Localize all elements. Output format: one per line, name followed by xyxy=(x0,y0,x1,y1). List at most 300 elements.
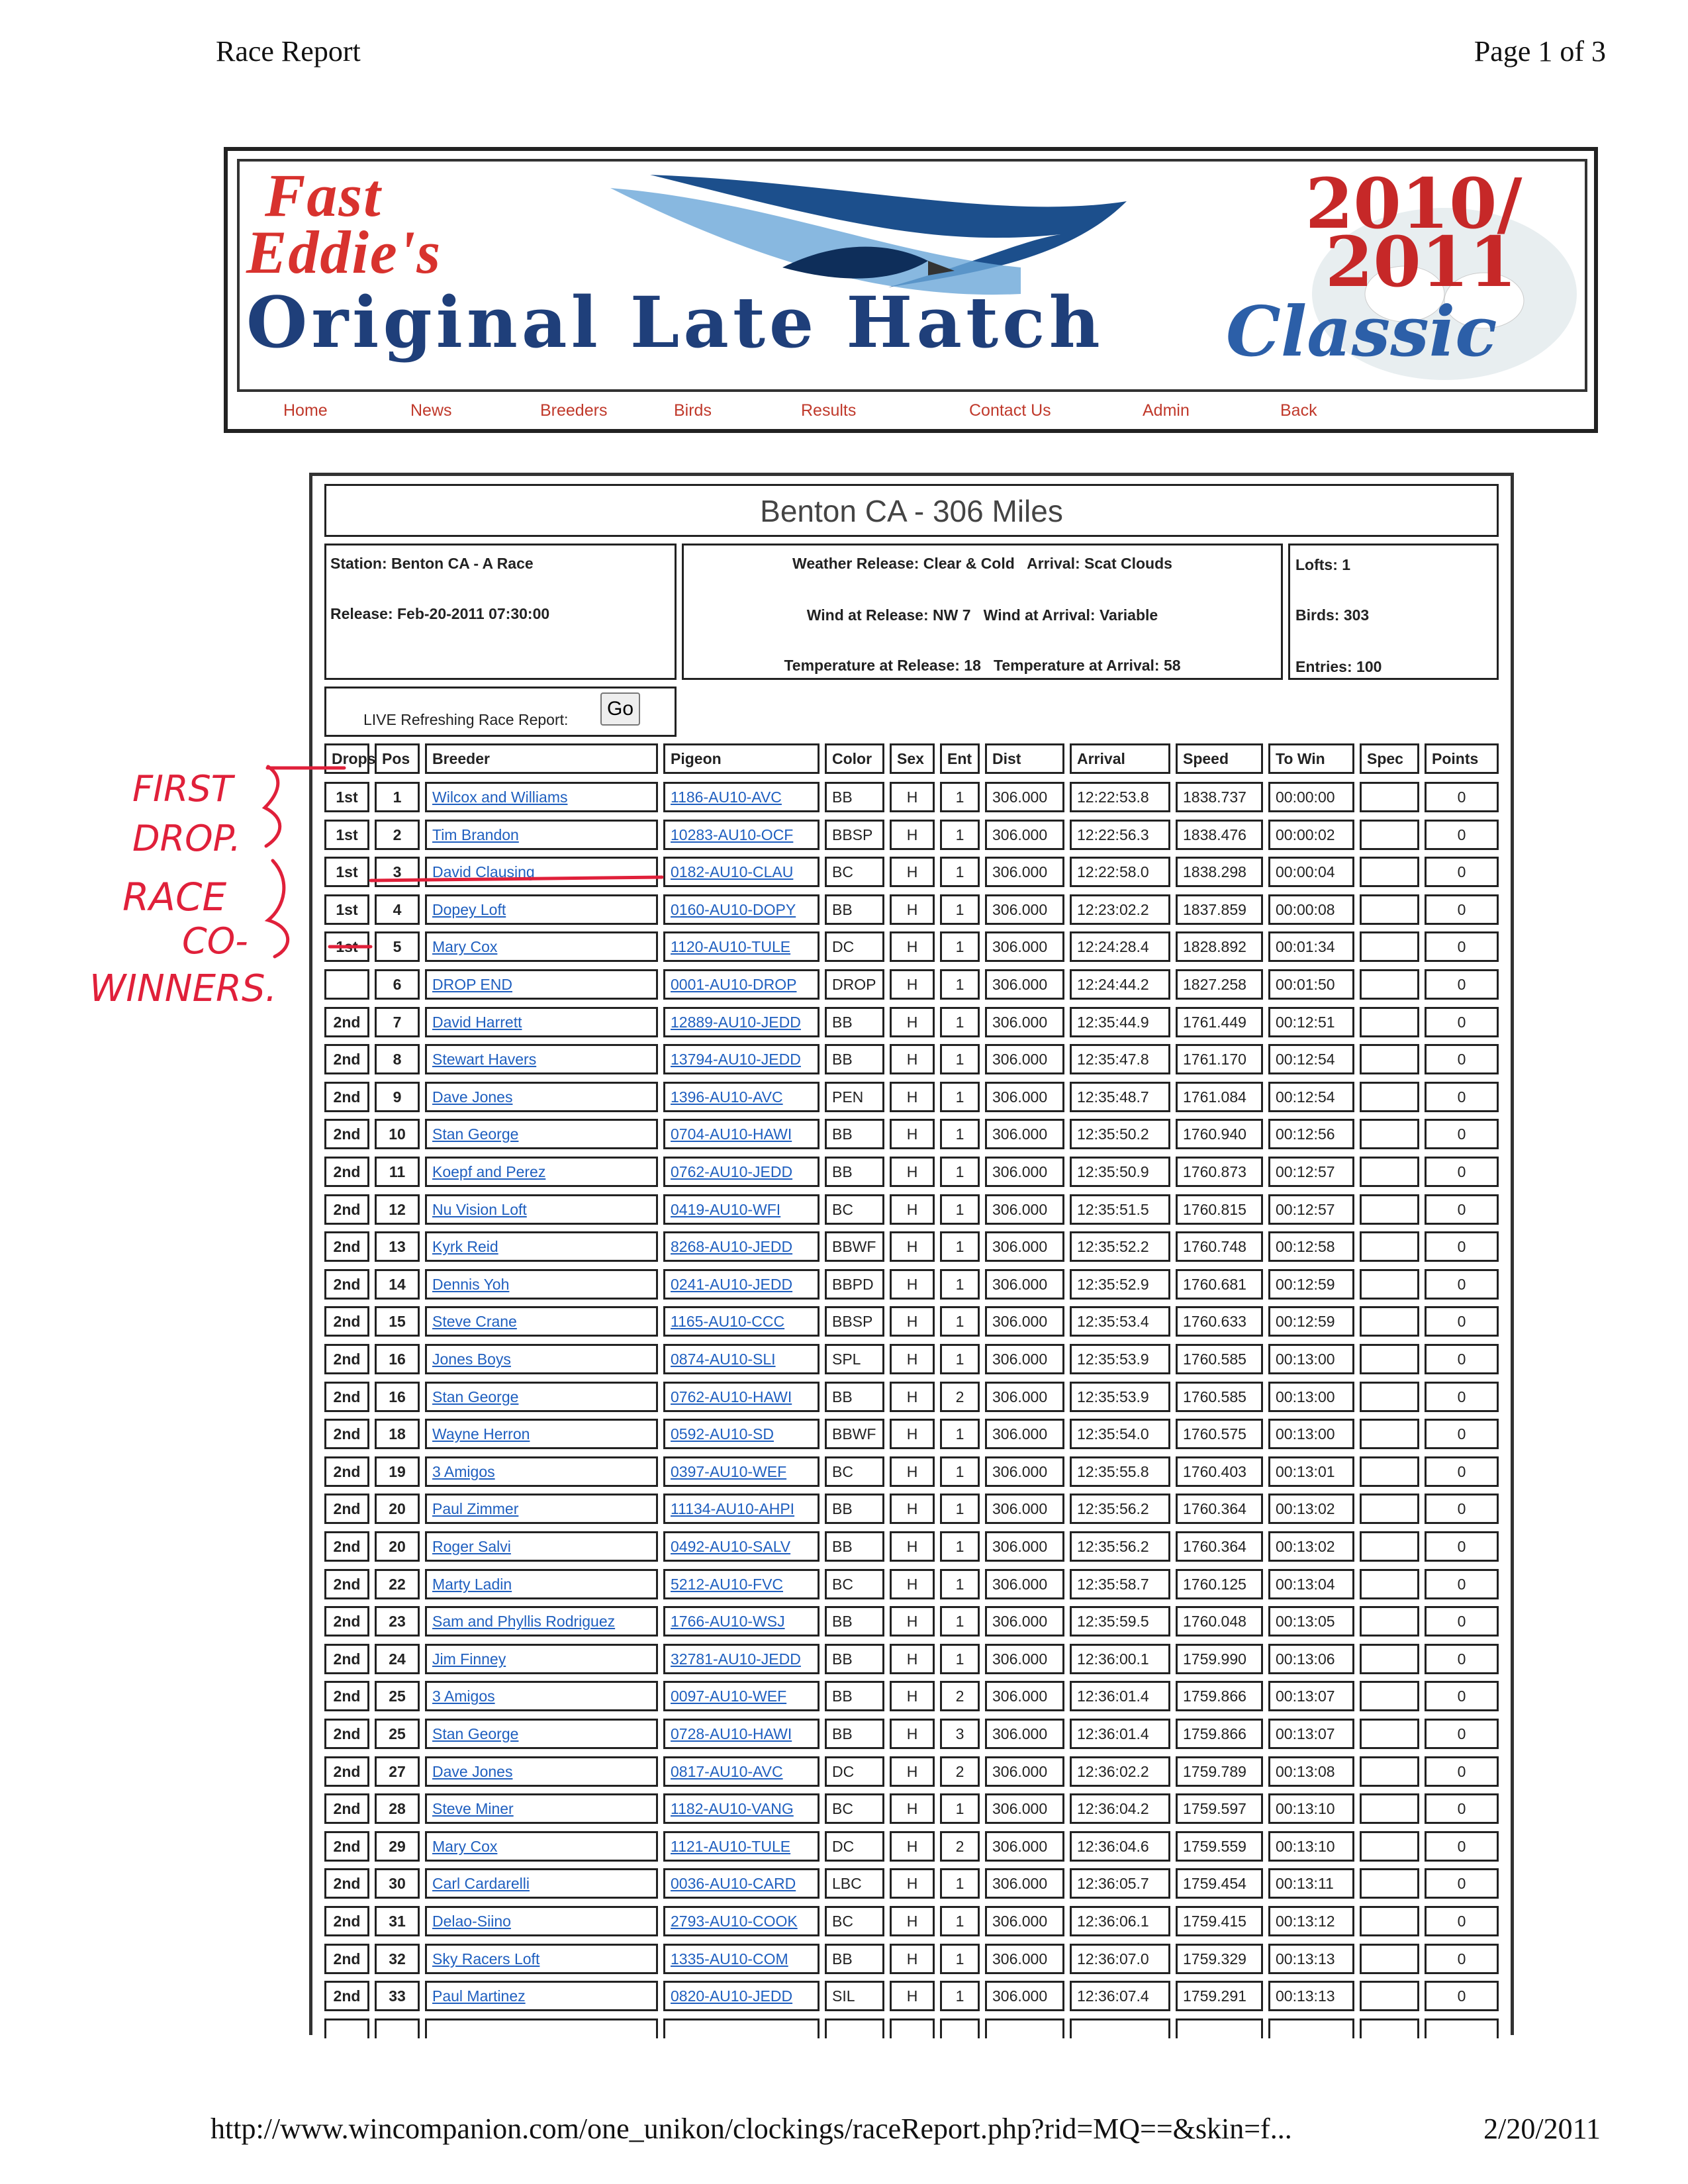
cell-dist: 306.000 xyxy=(985,1419,1064,1449)
cell-to-win: 00:12:54 xyxy=(1268,1082,1354,1112)
cell-breeder[interactable]: Roger Salvi xyxy=(425,1531,658,1562)
header-dist: Dist xyxy=(985,743,1064,774)
cell-dist: 306.000 xyxy=(985,1569,1064,1599)
cell-arrival: 12:35:50.2 xyxy=(1070,1119,1170,1149)
cell-pigeon[interactable]: 11134-AU10-AHPI xyxy=(663,1494,820,1524)
cell-pigeon[interactable]: 0820-AU10-JEDD xyxy=(663,1981,820,2011)
cell-pigeon[interactable]: 10283-AU10-OCF xyxy=(663,820,820,850)
cell-sex: H xyxy=(890,1456,935,1487)
cell-sex: H xyxy=(890,1494,935,1524)
cell-ent: 1 xyxy=(940,1644,980,1674)
race-report xyxy=(309,473,1514,2035)
cell-ent: 2 xyxy=(940,1756,980,1787)
cell-sex: H xyxy=(890,1007,935,1037)
cell-drops: 1st xyxy=(324,782,369,812)
cell-breeder[interactable]: Mary Cox xyxy=(425,931,658,962)
cell-points: 0 xyxy=(1425,1681,1499,1711)
cell-spec xyxy=(1360,1868,1419,1899)
cell-pigeon[interactable]: 1396-AU10-AVC xyxy=(663,1082,820,1112)
cell-breeder[interactable]: Mary Cox xyxy=(425,1831,658,1862)
cell-drops: 2nd xyxy=(324,1756,369,1787)
nav-news[interactable]: News xyxy=(410,401,452,420)
cell-spec xyxy=(1360,1569,1419,1599)
cell-breeder[interactable]: Sam and Phyllis Rodriguez xyxy=(425,1606,658,1637)
cell-breeder[interactable]: Sky Racers Loft xyxy=(425,1944,658,1974)
cell-points: 0 xyxy=(1425,782,1499,812)
cell-breeder[interactable]: Carl Cardarelli xyxy=(425,1868,658,1899)
cell-pigeon[interactable]: 0762-AU10-HAWI xyxy=(663,1382,820,1412)
cell-arrival: 12:22:53.8 xyxy=(1070,782,1170,812)
cell-sex: H xyxy=(890,1157,935,1187)
cell-arrival: 12:35:50.9 xyxy=(1070,1157,1170,1187)
header-drops: Drops xyxy=(324,743,369,774)
cell-breeder[interactable]: Stan George xyxy=(425,1119,658,1149)
cell-dist: 306.000 xyxy=(985,857,1064,887)
cell-pigeon[interactable]: 0160-AU10-DOPY xyxy=(663,894,820,925)
cell-points: 0 xyxy=(1425,1831,1499,1862)
cell-sex: H xyxy=(890,782,935,812)
cell-color: SIL xyxy=(825,1981,884,2011)
cell-to-win: 00:12:54 xyxy=(1268,1044,1354,1074)
cell-pos: 25 xyxy=(375,1681,420,1711)
cell-sex: H xyxy=(890,1644,935,1674)
cell-pos: 4 xyxy=(375,894,420,925)
cell-drops: 2nd xyxy=(324,1194,369,1225)
cell-drops: 2nd xyxy=(324,1231,369,1262)
cell-dist: 306.000 xyxy=(985,820,1064,850)
cell-drops: 2nd xyxy=(324,1344,369,1374)
cell-points: 0 xyxy=(1425,969,1499,1000)
table-row-partial xyxy=(1425,2018,1499,2038)
cell-points: 0 xyxy=(1425,1569,1499,1599)
header-to-win: To Win xyxy=(1268,743,1354,774)
cell-speed: 1761.170 xyxy=(1176,1044,1263,1074)
brand-classic: Classic xyxy=(1226,291,1497,372)
cell-drops: 1st xyxy=(324,931,369,962)
cell-sex: H xyxy=(890,857,935,887)
cell-drops: 2nd xyxy=(324,1157,369,1187)
cell-sex: H xyxy=(890,820,935,850)
station-label: Station: Benton CA - A Race xyxy=(330,555,534,572)
cell-spec xyxy=(1360,1419,1419,1449)
cell-to-win: 00:13:10 xyxy=(1268,1793,1354,1824)
cell-color: BBWF xyxy=(825,1419,884,1449)
cell-pigeon[interactable]: 8268-AU10-JEDD xyxy=(663,1231,820,1262)
cell-sex: H xyxy=(890,1082,935,1112)
cell-drops: 2nd xyxy=(324,1681,369,1711)
cell-arrival: 12:36:01.4 xyxy=(1070,1681,1170,1711)
cell-breeder[interactable]: Stan George xyxy=(425,1382,658,1412)
cell-breeder[interactable]: DROP END xyxy=(425,969,658,1000)
cell-pos: 5 xyxy=(375,931,420,962)
cell-color: BB xyxy=(825,1531,884,1562)
cell-pigeon[interactable]: 0097-AU10-WEF xyxy=(663,1681,820,1711)
cell-dist: 306.000 xyxy=(985,1831,1064,1862)
cell-ent: 1 xyxy=(940,1494,980,1524)
header-points: Points xyxy=(1425,743,1499,774)
cell-arrival: 12:35:48.7 xyxy=(1070,1082,1170,1112)
header-arrival: Arrival xyxy=(1070,743,1170,774)
cell-arrival: 12:35:53.9 xyxy=(1070,1344,1170,1374)
cell-dist: 306.000 xyxy=(985,1044,1064,1074)
cell-breeder[interactable]: Wayne Herron xyxy=(425,1419,658,1449)
cell-color: BBSP xyxy=(825,1306,884,1337)
cell-speed: 1760.681 xyxy=(1176,1269,1263,1300)
cell-arrival: 12:36:07.0 xyxy=(1070,1944,1170,1974)
cell-arrival: 12:35:51.5 xyxy=(1070,1194,1170,1225)
cell-drops: 2nd xyxy=(324,1569,369,1599)
cell-color: DC xyxy=(825,1756,884,1787)
cell-breeder[interactable]: Jim Finney xyxy=(425,1644,658,1674)
header-pigeon: Pigeon xyxy=(663,743,820,774)
cell-pigeon[interactable]: 0704-AU10-HAWI xyxy=(663,1119,820,1149)
cell-pigeon[interactable]: 0036-AU10-CARD xyxy=(663,1868,820,1899)
cell-color: BC xyxy=(825,857,884,887)
cell-pigeon[interactable]: 32781-AU10-JEDD xyxy=(663,1644,820,1674)
cell-ent: 1 xyxy=(940,1606,980,1637)
cell-speed: 1760.585 xyxy=(1176,1382,1263,1412)
cell-pigeon[interactable]: 1120-AU10-TULE xyxy=(663,931,820,962)
cell-to-win: 00:13:08 xyxy=(1268,1756,1354,1787)
cell-arrival: 12:36:05.7 xyxy=(1070,1868,1170,1899)
cell-pigeon[interactable]: 1766-AU10-WSJ xyxy=(663,1606,820,1637)
cell-speed: 1759.329 xyxy=(1176,1944,1263,1974)
cell-spec xyxy=(1360,782,1419,812)
cell-to-win: 00:13:07 xyxy=(1268,1719,1354,1749)
weather-label: Weather Release: Clear & Cold Arrival: Scat Clouds xyxy=(792,555,1172,572)
cell-pigeon[interactable]: 0001-AU10-DROP xyxy=(663,969,820,1000)
cell-dist: 306.000 xyxy=(985,1719,1064,1749)
cell-pigeon[interactable]: 0397-AU10-WEF xyxy=(663,1456,820,1487)
cell-color: BC xyxy=(825,1793,884,1824)
cell-breeder[interactable]: Tim Brandon xyxy=(425,820,658,850)
cell-to-win: 00:12:59 xyxy=(1268,1269,1354,1300)
cell-dist: 306.000 xyxy=(985,1906,1064,1936)
cell-breeder[interactable]: Steve Crane xyxy=(425,1306,658,1337)
cell-pigeon[interactable]: 1186-AU10-AVC xyxy=(663,782,820,812)
cell-arrival: 12:35:56.2 xyxy=(1070,1494,1170,1524)
nav-contact-us[interactable]: Contact Us xyxy=(969,401,1051,420)
annotation-line-2: DROP. xyxy=(132,818,241,859)
cell-pigeon[interactable]: 2793-AU10-COOK xyxy=(663,1906,820,1936)
cell-pos: 6 xyxy=(375,969,420,1000)
cell-pigeon[interactable]: 0817-AU10-AVC xyxy=(663,1756,820,1787)
cell-pos: 12 xyxy=(375,1194,420,1225)
cell-breeder[interactable]: Jones Boys xyxy=(425,1344,658,1374)
cell-ent: 3 xyxy=(940,1719,980,1749)
cell-dist: 306.000 xyxy=(985,1119,1064,1149)
entries-label: Entries: 100 xyxy=(1295,658,1382,675)
cell-ent: 1 xyxy=(940,969,980,1000)
brand-year-1: 2010/ xyxy=(1305,163,1523,244)
table-row-partial xyxy=(1176,2018,1263,2038)
cell-arrival: 12:35:59.5 xyxy=(1070,1606,1170,1637)
cell-drops: 2nd xyxy=(324,1119,369,1149)
cell-arrival: 12:36:06.1 xyxy=(1070,1906,1170,1936)
cell-drops: 2nd xyxy=(324,1868,369,1899)
cell-color: BB xyxy=(825,1719,884,1749)
cell-breeder[interactable]: Dopey Loft xyxy=(425,894,658,925)
cell-arrival: 12:36:04.2 xyxy=(1070,1793,1170,1824)
cell-ent: 1 xyxy=(940,857,980,887)
cell-dist: 306.000 xyxy=(985,782,1064,812)
cell-pigeon[interactable]: 13794-AU10-JEDD xyxy=(663,1044,820,1074)
cell-color: BC xyxy=(825,1906,884,1936)
cell-color: BBPD xyxy=(825,1269,884,1300)
nav-back[interactable]: Back xyxy=(1280,401,1317,420)
cell-pos: 7 xyxy=(375,1007,420,1037)
cell-points: 0 xyxy=(1425,1044,1499,1074)
cell-color: BB xyxy=(825,1644,884,1674)
cell-pigeon[interactable]: 5212-AU10-FVC xyxy=(663,1569,820,1599)
cell-sex: H xyxy=(890,931,935,962)
cell-breeder[interactable]: 3 Amigos xyxy=(425,1681,658,1711)
cell-ent: 2 xyxy=(940,1382,980,1412)
cell-ent: 1 xyxy=(940,1531,980,1562)
cell-spec xyxy=(1360,857,1419,887)
cell-arrival: 12:22:58.0 xyxy=(1070,857,1170,887)
cell-ent: 1 xyxy=(940,1569,980,1599)
table-row-partial xyxy=(940,2018,980,2038)
cell-pigeon[interactable]: 0762-AU10-JEDD xyxy=(663,1157,820,1187)
cell-breeder[interactable]: David Clausing xyxy=(425,857,658,887)
cell-pigeon[interactable]: 1182-AU10-VANG xyxy=(663,1793,820,1824)
cell-speed: 1760.125 xyxy=(1176,1569,1263,1599)
cell-spec xyxy=(1360,1194,1419,1225)
cell-speed: 1760.633 xyxy=(1176,1306,1263,1337)
cell-speed: 1760.048 xyxy=(1176,1606,1263,1637)
cell-pos: 31 xyxy=(375,1906,420,1936)
cell-breeder[interactable]: Steve Miner xyxy=(425,1793,658,1824)
cell-pigeon[interactable]: 12889-AU10-JEDD xyxy=(663,1007,820,1037)
cell-points: 0 xyxy=(1425,1007,1499,1037)
cell-points: 0 xyxy=(1425,1719,1499,1749)
cell-to-win: 00:13:00 xyxy=(1268,1344,1354,1374)
cell-color: LBC xyxy=(825,1868,884,1899)
table-row-partial xyxy=(425,2018,658,2038)
table-row-partial xyxy=(375,2018,420,2038)
cell-speed: 1837.859 xyxy=(1176,894,1263,925)
cell-pos: 10 xyxy=(375,1119,420,1149)
cell-arrival: 12:24:28.4 xyxy=(1070,931,1170,962)
nav-admin[interactable]: Admin xyxy=(1143,401,1190,420)
cell-pos: 28 xyxy=(375,1793,420,1824)
annotation-line-4: CO- xyxy=(182,920,248,962)
cell-ent: 2 xyxy=(940,1681,980,1711)
cell-pos: 29 xyxy=(375,1831,420,1862)
cell-arrival: 12:36:07.4 xyxy=(1070,1981,1170,2011)
cell-spec xyxy=(1360,1906,1419,1936)
cell-color: BC xyxy=(825,1194,884,1225)
cell-speed: 1838.476 xyxy=(1176,820,1263,850)
table-row-partial xyxy=(825,2018,884,2038)
cell-spec xyxy=(1360,894,1419,925)
cell-breeder[interactable]: Dave Jones xyxy=(425,1756,658,1787)
cell-pos: 8 xyxy=(375,1044,420,1074)
lofts-label: Lofts: 1 xyxy=(1295,556,1351,573)
cell-to-win: 00:13:07 xyxy=(1268,1681,1354,1711)
cell-breeder[interactable]: Marty Ladin xyxy=(425,1569,658,1599)
cell-spec xyxy=(1360,1756,1419,1787)
cell-points: 0 xyxy=(1425,1157,1499,1187)
cell-breeder[interactable]: Wilcox and Williams xyxy=(425,782,658,812)
cell-color: SPL xyxy=(825,1344,884,1374)
cell-pos: 1 xyxy=(375,782,420,812)
cell-drops: 2nd xyxy=(324,1793,369,1824)
cell-breeder[interactable]: Delao-Siino xyxy=(425,1906,658,1936)
cell-points: 0 xyxy=(1425,1344,1499,1374)
cell-color: BB xyxy=(825,1007,884,1037)
cell-spec xyxy=(1360,1606,1419,1637)
cell-breeder[interactable]: Paul Martinez xyxy=(425,1981,658,2011)
nav-home[interactable]: Home xyxy=(283,401,328,420)
cell-spec xyxy=(1360,1082,1419,1112)
cell-dist: 306.000 xyxy=(985,931,1064,962)
cell-color: BBSP xyxy=(825,820,884,850)
cell-to-win: 00:12:58 xyxy=(1268,1231,1354,1262)
cell-speed: 1760.364 xyxy=(1176,1494,1263,1524)
cell-pigeon[interactable]: 0592-AU10-SD xyxy=(663,1419,820,1449)
cell-color: BB xyxy=(825,894,884,925)
cell-ent: 1 xyxy=(940,1044,980,1074)
cell-spec xyxy=(1360,1344,1419,1374)
cell-pigeon[interactable]: 1165-AU10-CCC xyxy=(663,1306,820,1337)
cell-speed: 1838.737 xyxy=(1176,782,1263,812)
cell-sex: H xyxy=(890,1569,935,1599)
cell-dist: 306.000 xyxy=(985,1344,1064,1374)
top-nav xyxy=(237,397,1587,429)
cell-spec xyxy=(1360,1231,1419,1262)
cell-ent: 1 xyxy=(940,782,980,812)
cell-breeder[interactable]: Paul Zimmer xyxy=(425,1494,658,1524)
cell-speed: 1759.454 xyxy=(1176,1868,1263,1899)
cell-to-win: 00:13:11 xyxy=(1268,1868,1354,1899)
go-button[interactable]: Go xyxy=(600,692,640,726)
cell-color: PEN xyxy=(825,1082,884,1112)
header-ent: Ent xyxy=(940,743,980,774)
cell-spec xyxy=(1360,1531,1419,1562)
cell-sex: H xyxy=(890,1681,935,1711)
cell-color: BB xyxy=(825,1119,884,1149)
cell-spec xyxy=(1360,1719,1419,1749)
cell-color: DC xyxy=(825,1831,884,1862)
print-footer-date: 2/20/2011 xyxy=(1483,2113,1601,2145)
cell-dist: 306.000 xyxy=(985,1269,1064,1300)
release-label: Release: Feb-20-2011 07:30:00 xyxy=(330,605,550,622)
cell-drops: 2nd xyxy=(324,1382,369,1412)
cell-breeder[interactable]: Koepf and Perez xyxy=(425,1157,658,1187)
cell-sex: H xyxy=(890,1831,935,1862)
cell-pigeon[interactable]: 0182-AU10-CLAU xyxy=(663,857,820,887)
cell-speed: 1759.866 xyxy=(1176,1719,1263,1749)
cell-speed: 1760.364 xyxy=(1176,1531,1263,1562)
brand-main-title: Original Late Hatch xyxy=(246,281,1104,363)
banner-artwork xyxy=(237,159,1587,392)
cell-breeder[interactable]: 3 Amigos xyxy=(425,1456,658,1487)
cell-to-win: 00:12:59 xyxy=(1268,1306,1354,1337)
cell-arrival: 12:24:44.2 xyxy=(1070,969,1170,1000)
cell-to-win: 00:12:57 xyxy=(1268,1194,1354,1225)
cell-points: 0 xyxy=(1425,1194,1499,1225)
cell-breeder[interactable]: Dennis Yoh xyxy=(425,1269,658,1300)
cell-drops: 2nd xyxy=(324,1306,369,1337)
cell-dist: 306.000 xyxy=(985,1456,1064,1487)
cell-to-win: 00:12:56 xyxy=(1268,1119,1354,1149)
cell-breeder[interactable]: Dave Jones xyxy=(425,1082,658,1112)
cell-speed: 1760.585 xyxy=(1176,1344,1263,1374)
table-row-partial xyxy=(985,2018,1064,2038)
cell-spec xyxy=(1360,1157,1419,1187)
nav-results[interactable]: Results xyxy=(801,401,857,420)
cell-breeder[interactable]: Nu Vision Loft xyxy=(425,1194,658,1225)
cell-color: DC xyxy=(825,931,884,962)
cell-ent: 1 xyxy=(940,1456,980,1487)
cell-arrival: 12:36:00.1 xyxy=(1070,1644,1170,1674)
cell-sex: H xyxy=(890,1044,935,1074)
cell-pigeon[interactable]: 0874-AU10-SLI xyxy=(663,1344,820,1374)
cell-pos: 14 xyxy=(375,1269,420,1300)
header-speed: Speed xyxy=(1176,743,1263,774)
cell-arrival: 12:35:58.7 xyxy=(1070,1569,1170,1599)
cell-breeder[interactable]: Stan George xyxy=(425,1719,658,1749)
cell-pigeon[interactable]: 1335-AU10-COM xyxy=(663,1944,820,1974)
cell-sex: H xyxy=(890,1306,935,1337)
cell-dist: 306.000 xyxy=(985,1793,1064,1824)
cell-ent: 2 xyxy=(940,1831,980,1862)
cell-spec xyxy=(1360,1269,1419,1300)
cell-sex: H xyxy=(890,1194,935,1225)
cell-pigeon[interactable]: 0241-AU10-JEDD xyxy=(663,1269,820,1300)
cell-ent: 1 xyxy=(940,1981,980,2011)
cell-pos: 16 xyxy=(375,1382,420,1412)
cell-points: 0 xyxy=(1425,1419,1499,1449)
cell-color: DROP xyxy=(825,969,884,1000)
cell-dist: 306.000 xyxy=(985,1606,1064,1637)
cell-color: BB xyxy=(825,1606,884,1637)
cell-sex: H xyxy=(890,894,935,925)
cell-to-win: 00:13:13 xyxy=(1268,1944,1354,1974)
cell-points: 0 xyxy=(1425,1793,1499,1824)
cell-sex: H xyxy=(890,1269,935,1300)
cell-arrival: 12:23:02.2 xyxy=(1070,894,1170,925)
table-row-partial xyxy=(663,2018,820,2038)
cell-ent: 1 xyxy=(940,1119,980,1149)
cell-pigeon[interactable]: 0419-AU10-WFI xyxy=(663,1194,820,1225)
cell-dist: 306.000 xyxy=(985,1981,1064,2011)
cell-drops: 2nd xyxy=(324,1494,369,1524)
cell-pos: 13 xyxy=(375,1231,420,1262)
header-breeder: Breeder xyxy=(425,743,658,774)
cell-pigeon[interactable]: 0492-AU10-SALV xyxy=(663,1531,820,1562)
cell-breeder[interactable]: David Harrett xyxy=(425,1007,658,1037)
nav-birds[interactable]: Birds xyxy=(674,401,712,420)
cell-pos: 27 xyxy=(375,1756,420,1787)
cell-arrival: 12:22:56.3 xyxy=(1070,820,1170,850)
cell-drops: 2nd xyxy=(324,1456,369,1487)
cell-to-win: 00:13:12 xyxy=(1268,1906,1354,1936)
nav-breeders[interactable]: Breeders xyxy=(540,401,608,420)
cell-pigeon[interactable]: 1121-AU10-TULE xyxy=(663,1831,820,1862)
cell-breeder[interactable]: Kyrk Reid xyxy=(425,1231,658,1262)
cell-ent: 1 xyxy=(940,1344,980,1374)
table-row-partial xyxy=(1268,2018,1354,2038)
cell-pigeon[interactable]: 0728-AU10-HAWI xyxy=(663,1719,820,1749)
cell-breeder[interactable]: Stewart Havers xyxy=(425,1044,658,1074)
cell-points: 0 xyxy=(1425,1756,1499,1787)
cell-sex: H xyxy=(890,1868,935,1899)
print-header-page: Page 1 of 3 xyxy=(1474,35,1606,68)
cell-drops: 2nd xyxy=(324,1007,369,1037)
